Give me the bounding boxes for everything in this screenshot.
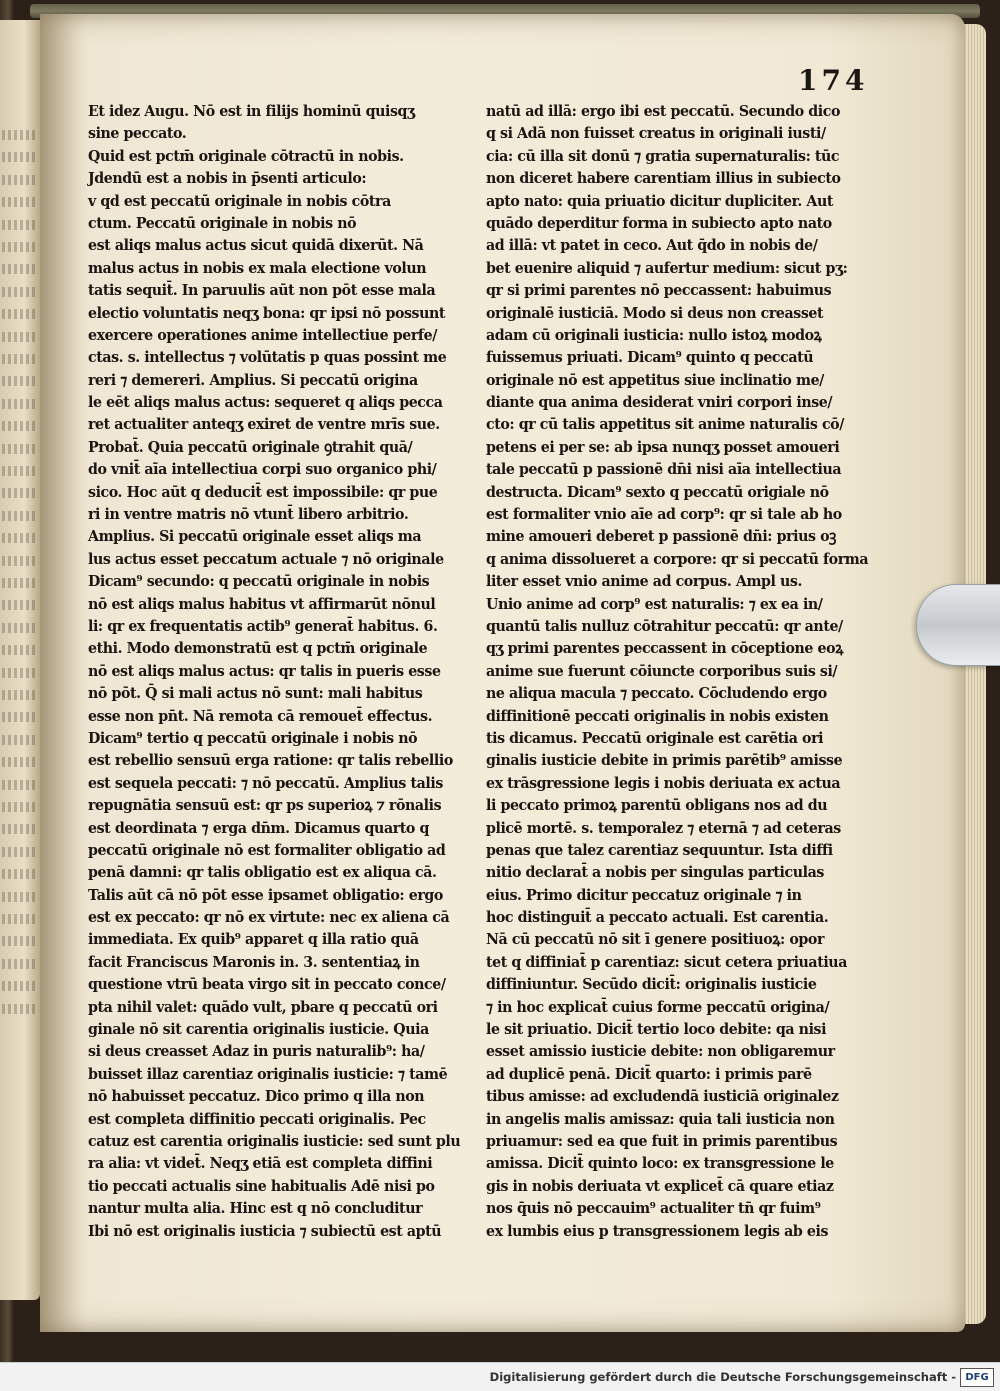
ghost-text-line — [2, 354, 38, 364]
text-line: destructa. Dicam⁹ sexto q peccatū origiale nō — [486, 482, 829, 501]
ghost-text-line — [2, 824, 38, 834]
text-line: natū ad illā: ergo ibi est peccatū. Secundo dico — [486, 102, 841, 120]
text-line: peccatū originale nō est formaliter obligatio ad — [88, 840, 446, 859]
text-line: Quid est pctm̄ originale cōtractū in nobis. — [88, 146, 404, 165]
page-clip — [916, 584, 1000, 666]
text-line: eius. Primo dicitur peccatuz originale ⁊ in — [486, 885, 802, 904]
text-line: diffiniuntur. Secūdo dicit̄: originalis iusticie — [486, 975, 817, 994]
text-line: tis dicamus. Peccatū originale est carētia ori — [486, 728, 824, 747]
funding-credit: Digitalisierung gefördert durch die Deutsche Forschungsgemeinschaft - — [489, 1370, 956, 1384]
text-line: ad duplicē penā. Dicit̄ quarto: i primis parē — [486, 1064, 812, 1083]
text-line: originalē iusticiā. Modo si deus non creasset — [486, 303, 824, 322]
text-line: sine peccato. — [88, 124, 187, 143]
text-line: nō habuisset peccatuz. Dico primo q illa non — [88, 1087, 425, 1106]
text-line: le sit priuatio. Dicit̄ tertio loco debite: qa nisi — [486, 1020, 827, 1039]
text-line: originale nō est appetitus siue inclinatio me/ — [486, 370, 824, 389]
text-line: diffinitionē peccati originalis in nobis existen — [486, 706, 829, 725]
ghost-text-line — [2, 376, 38, 386]
text-line: catuz est carentia originalis iusticie: sed sunt plu — [88, 1131, 461, 1150]
text-line: do vnit̄ aīa intellectiua corpi suo organico phi/ — [88, 460, 437, 479]
text-line: v qd est peccatū originale in nobis cōtra — [88, 191, 391, 210]
text-line: lus actus esset peccatum actuale ⁊ nō originale — [88, 549, 444, 568]
text-line: cia: cū illa sit donū ⁊ gratia supernaturalis: tūc — [486, 146, 840, 165]
ghost-text-line — [2, 623, 38, 633]
text-line: bet euenire aliquid ⁊ aufertur medium: sicut pʒ: — [486, 258, 848, 277]
ghost-text-line — [2, 152, 38, 162]
text-line: Jdendū est a nobis in p̄senti articulo: — [88, 169, 367, 188]
text-line: Ibi nō est originalis iusticia ⁊ subiectū est aptū — [88, 1221, 442, 1240]
text-line: ra alia: vt videt̄. Neqʒ etiā est completa diffini — [88, 1154, 433, 1173]
text-line: ri in ventre matris nō vtunt̄ libero arbitrio. — [88, 505, 409, 524]
text-line: buisset illaz carentiaz originalis iusticie: ⁊ tamē — [88, 1064, 448, 1083]
ghost-text-line — [2, 869, 38, 879]
text-line: nitio declarat̄ a nobis per singulas particulas — [486, 863, 824, 882]
text-line: ethi. Modo demonstratū est q pctm̄ originale — [88, 639, 428, 658]
text-line: ex trāsgressione legis i nobis deriuata ex actua — [486, 773, 841, 792]
ghost-text-line — [2, 309, 38, 319]
ghost-text-line — [2, 488, 38, 498]
text-line: ctas. s. intellectus ⁊ volūtatis p quas possint me — [88, 348, 447, 367]
text-line: Nā cū peccatū nō sit ī genere positiuoꝝ: opor — [486, 930, 825, 949]
ghost-text-line — [2, 287, 38, 297]
ghost-text-line — [2, 332, 38, 342]
ghost-text-line — [2, 130, 38, 140]
ghost-text-line — [2, 668, 38, 678]
text-line: Dicam⁹ secundo: q peccatū originale in nobis — [88, 572, 430, 591]
dfg-logo: DFG — [960, 1368, 994, 1387]
ghost-text-line — [2, 220, 38, 230]
text-line: questione vtrū beata virgo sit in peccato conce/ — [88, 975, 446, 994]
ghost-text-line — [2, 578, 38, 588]
ghost-text-line — [2, 959, 38, 969]
text-line: tio peccati actualis sine habitualis Adē nisi po — [88, 1176, 435, 1195]
text-line: diante qua anima desiderat vniri corpori inse/ — [486, 393, 833, 412]
text-line: exercere operationes anime intellectiue perfe/ — [88, 325, 437, 344]
text-line: Unio anime ad corp⁹ est naturalis: ⁊ ex ea in/ — [486, 594, 823, 613]
text-line: est formaliter vnio aīe ad corp⁹: qr si tale ab ho — [486, 505, 842, 524]
left-text-column — [88, 100, 483, 1242]
text-line: tet q diffiniat̄ p carentiaz: sicut cetera priuatiua — [486, 952, 847, 971]
text-line: li peccato primoꝝ parentū obligans nos ad du — [486, 796, 828, 815]
ghost-text-line — [2, 399, 38, 409]
text-line: est rebellio sensuū erga ratione: qr talis rebellio — [88, 751, 453, 770]
text-line: Probat̄. Quia peccatū originale ꝯtrahit quā/ — [88, 437, 413, 456]
text-line: immediata. Ex quib⁹ apparet q illa ratio quā — [88, 930, 419, 949]
text-line: qr si primi parentes nō peccassent: habuimus — [486, 281, 832, 300]
text-line: plicē mortē. s. temporalez ⁊ eternā ⁊ ad ceteras — [486, 818, 841, 837]
text-line: q si Adā non fuisset creatus in originali iusti/ — [486, 124, 826, 143]
ghost-text-line — [2, 511, 38, 521]
ghost-text-line — [2, 1004, 38, 1014]
ghost-text-line — [2, 242, 38, 252]
text-line: apto nato: quia priuatio dicitur dupliciter. Aut — [486, 191, 833, 210]
text-line: liter esset vnio anime ad corpus. Ampl us. — [486, 572, 803, 591]
text-line: electio voluntatis neqʒ bona: qr ipsi nō possunt — [88, 303, 446, 322]
text-line: in angelis malis amissaz: quia tali iusticia non — [486, 1109, 835, 1128]
text-line: penā damni: qr talis obligatio est ex aliqua cā. — [88, 863, 437, 882]
text-line: Talis aūt cā nō pōt esse ipsamet obligatio: ergo — [88, 885, 443, 904]
text-line: est deordinata ⁊ erga dn̄m. Dicamus quarto q — [88, 818, 429, 837]
text-line: reri ⁊ demereri. Amplius. Si peccatū origina — [88, 370, 418, 389]
ghost-text-line — [2, 712, 38, 722]
previous-page-edge — [0, 20, 40, 1300]
text-line: le eēt aliqs malus actus: sequeret q aliqs pecca — [88, 393, 443, 412]
text-line: anime sue fuerunt cōiuncte corporibus suis si/ — [486, 661, 838, 680]
ghost-text-line — [2, 914, 38, 924]
text-line: nō est aliqs malus habitus vt affirmarūt nōnul — [88, 594, 436, 613]
text-line: si deus creasset Adaz in puris naturalib⁹: ha/ — [88, 1042, 425, 1061]
text-line: est completa diffinitio peccati originalis. Pec — [88, 1109, 426, 1128]
text-line: ginalis iusticie debite in primis parētib⁹ amisse — [486, 751, 843, 770]
text-line: tibus amisse: ad excludendā iusticiā originalez — [486, 1087, 839, 1106]
ghost-text-line — [2, 892, 38, 902]
text-line: ⁊ in hoc explicat̄ cuius forme peccatū origina/ — [486, 997, 830, 1016]
ghost-text-line — [2, 757, 38, 767]
text-line: fuissemus priuati. Dicam⁹ quinto q peccatū — [486, 348, 814, 367]
text-line: adam cū originali iusticia: nullo istoꝝ modoꝝ — [486, 325, 822, 344]
text-line: quādo deperditur forma in subiecto apto nato — [486, 213, 832, 232]
text-line: Et idez Augu. Nō est in filijs hominū quisqʒ — [88, 102, 415, 120]
text-line: ginale nō sit carentia originalis iusticie. Quia — [88, 1020, 429, 1039]
text-line: repugnātia sensuū est: qr ps superioꝝ ⁊ rōnalis — [88, 796, 442, 815]
ghost-text-line — [2, 780, 38, 790]
text-line: pta nihil valet: quādo vult, pbare q peccatū ori — [88, 997, 438, 1016]
ghost-text-line — [2, 466, 38, 476]
ghost-text-line — [2, 421, 38, 431]
ghost-text-line — [2, 981, 38, 991]
text-line: est sequela peccati: ⁊ nō peccatū. Amplius talis — [88, 773, 443, 792]
footer-bar — [0, 1362, 1000, 1391]
ghost-text-line — [2, 533, 38, 543]
ghost-text-line — [2, 556, 38, 566]
right-text-column — [486, 100, 869, 1242]
text-line: esset amissio iusticie debite: non obligaremur — [486, 1042, 835, 1061]
text-line: quantū talis nulluz cōtrahitur peccatū: qr ante/ — [486, 616, 843, 635]
ghost-text-line — [2, 847, 38, 857]
ghost-text-line — [2, 645, 38, 655]
text-line: est ex peccato: qr nō ex virtute: nec ex aliena cā — [88, 908, 450, 927]
text-line: ad illā: vt patet in ceco. Aut q̄do in nobis de/ — [486, 236, 818, 255]
ghost-text-line — [2, 264, 38, 274]
text-line: q anima dissolueret a corpore: qr si peccatū forma — [486, 549, 869, 568]
text-line: ret actualiter anteqʒ exiret de ventre mrīs sue. — [88, 415, 440, 434]
text-line: esse non pn̄t. Nā remota cā remouet̄ effectus. — [88, 706, 433, 725]
ghost-text-line — [2, 197, 38, 207]
ghost-text-line — [2, 936, 38, 946]
text-line: malus actus in nobis ex mala electione volun — [88, 258, 427, 277]
text-line: cto: qr cū talis appetitus sit anime naturalis cō/ — [486, 415, 844, 434]
text-line: gis in nobis deriuata vt explicet̄ cā quare etiaz — [486, 1176, 834, 1195]
text-line: tale peccatū p passionē dn̄i nisi aīa intellectiua — [486, 460, 842, 479]
text-line: ex lumbis eius p transgressionem legis ab eis — [486, 1221, 829, 1240]
ghost-text-line — [2, 802, 38, 812]
text-line: nō est aliqs malus actus: qr talis in pueris esse — [88, 661, 441, 680]
page-number: 174 — [798, 64, 869, 97]
text-line: sico. Hoc aūt q deducit̄ est impossibile: qr pue — [88, 482, 438, 501]
text-line: nō pōt. Q̄ si mali actus nō sunt: mali habitus — [88, 684, 423, 703]
text-line: ne aliqua macula ⁊ peccato. Cōcludendo ergo — [486, 684, 827, 703]
ghost-text-line — [2, 600, 38, 610]
text-line: Amplius. Si peccatū originale esset aliqs ma — [88, 527, 422, 546]
text-line: Dicam⁹ tertio q peccatū originale i nobis nō — [88, 728, 418, 747]
text-line: penas que talez carentiaz sequuntur. Ista diffi — [486, 840, 833, 859]
text-line: ctum. Peccatū originale in nobis nō — [88, 213, 357, 232]
text-line: petens ei per se: ab ipsa nunqʒ posset amoueri — [486, 437, 840, 456]
text-line: qʒ primi parentes peccassent in cōceptione eoꝝ — [486, 639, 843, 658]
text-line: hoc distinguit̄ a peccato actuali. Est carentia. — [486, 908, 829, 927]
text-line: mine amoueri deberet p passionē dn̄i: prius oꝫ — [486, 527, 836, 546]
text-line: priuamur: sed ea que fuit in primis parentibus — [486, 1131, 838, 1150]
ghost-text-line — [2, 175, 38, 185]
text-line: est aliqs malus actus sicut quidā dixerūt. Nā — [88, 236, 424, 255]
text-line: tatis sequit̄. In paruulis aūt non pōt esse mala — [88, 281, 436, 300]
text-line: non diceret habere carentiam illius in subiecto — [486, 169, 841, 188]
text-line: nos q̄uis nō peccauim⁹ actualiter tn̄ qr fuim⁹ — [486, 1199, 821, 1218]
page-edge-stack — [962, 24, 986, 1324]
text-line: amissa. Dicit̄ quinto loco: ex transgressione le — [486, 1154, 834, 1173]
text-line: li: qr ex frequentatis actib⁹ generat̄ habitus. 6. — [88, 616, 438, 635]
text-line: nantur multa alia. Hinc est q nō concluditur — [88, 1199, 423, 1218]
ghost-text-line — [2, 690, 38, 700]
ghost-text-line — [2, 735, 38, 745]
text-line: facit Franciscus Maronis in. 3. sententiaꝝ in — [88, 952, 420, 971]
ghost-text-line — [2, 444, 38, 454]
